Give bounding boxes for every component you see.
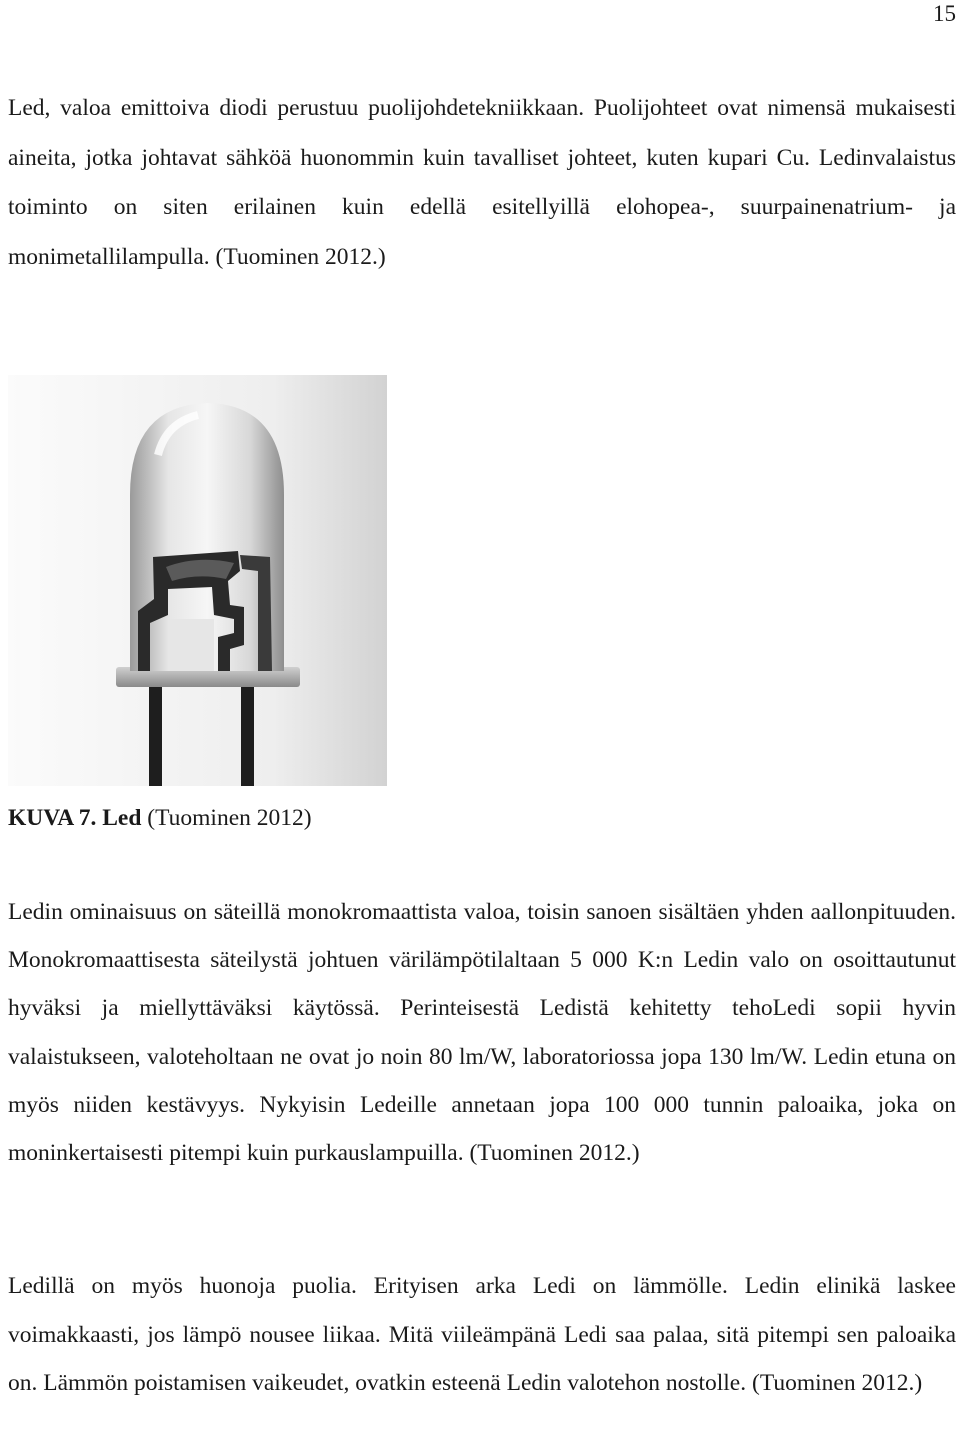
paragraph-properties: Ledin ominaisuus on säteillä monokromaattista valoa, toisin sanoen sisältäen yhden aallonpituuden. Monokromaattisesta säteilystä johtuen värilämpötilaltaan 5 000 K:n Ledin valo on osoittautunut hyväksi ja miellyttäväksi käytössä. Perinteisestä Ledistä kehitetty tehoLedi sopii hyvin valaistukseen, valoteholtaan ne ovat jo noin 80 lm/W, laboratoriossa jopa 130 lm/W. Ledin etuna on myös niiden kestävyys. Nykyisin Ledeille annetaan jopa 100 000 tunnin paloaika, joka on moninkertaisesti pitempi kuin purkauslampuilla. (Tuominen 2012.) [8, 899, 956, 1167]
caption-label: KUVA 7. Led [8, 805, 142, 831]
figure-caption [8, 799, 312, 837]
page-number: 15 [933, 1, 956, 26]
led-photo-icon [8, 375, 387, 786]
caption-source: (Tuominen 2012) [141, 805, 312, 831]
paragraph-drawbacks: Ledillä on myös huonoja puolia. Erityisen arka Ledi on lämmölle. Ledin elinikä laskee voimakkaasti, jos lämpö nousee liikaa. Mitä viileämpänä Ledi saa palaa, sitä pitempi sen paloaika on. Lämmön poistamisen vaikeudet, ovatkin esteenä Ledin valotehon nostolle. (Tuominen 2012.) [8, 1273, 956, 1396]
paragraph-intro: Led, valoa emittoiva diodi perustuu puolijohdetekniikkaan. Puolijohteet ovat nimensä mukaisesti aineita, jotka johtavat sähköä huonommin kuin tavalliset johteet, kuten kupari Cu. Ledinvalaistus toiminto on siten erilainen kuin edellä esitellyillä elohopea-, suurpainenatrium- ja monimetallilampulla. (Tuominen 2012.) [8, 95, 956, 270]
